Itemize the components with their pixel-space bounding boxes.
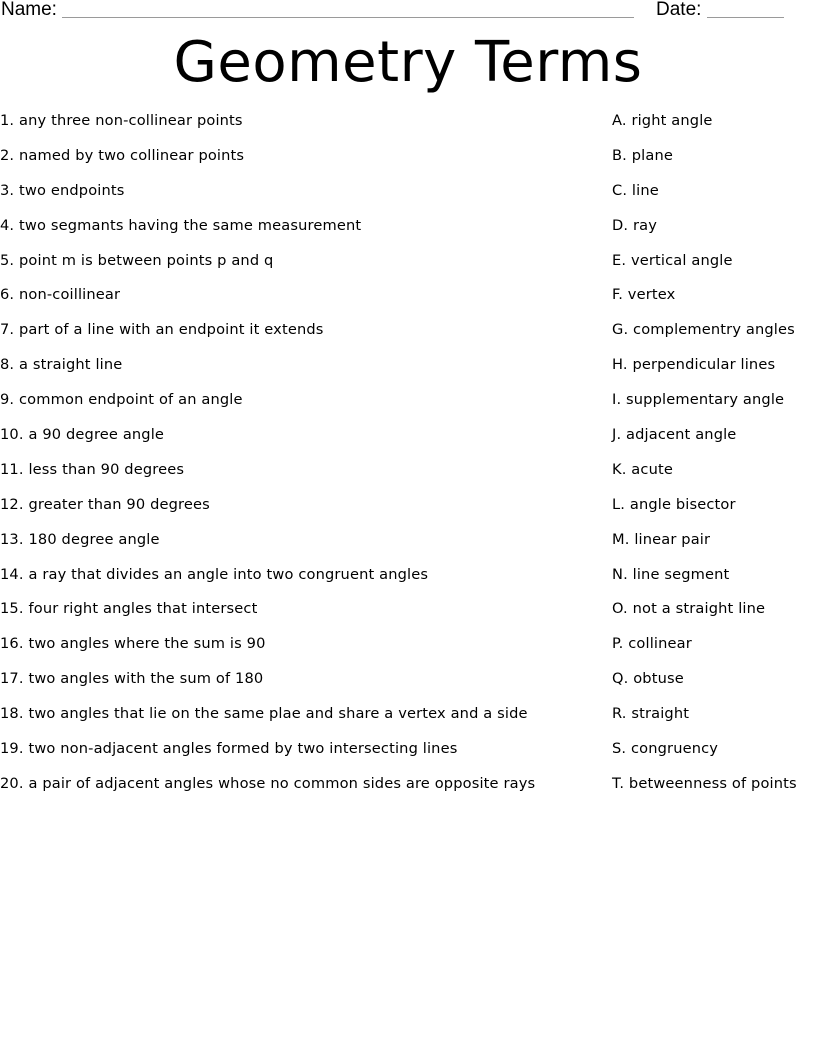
answer-item: J. adjacent angle	[612, 426, 737, 444]
answer-item: R. straight	[612, 705, 690, 723]
answer-item: F. vertex	[612, 286, 676, 304]
clue-item: 20. a pair of adjacent angles whose no common sides are opposite rays	[0, 774, 536, 792]
clue-item: 15. four right angles that intersect	[0, 600, 258, 618]
clue-item: 13. 180 degree angle	[0, 530, 160, 548]
answer-item: L. angle bisector	[612, 495, 736, 513]
answer-item: A. right angle	[612, 112, 713, 129]
date-label: Date:	[656, 0, 702, 20]
clue-item: 14. a ray that divides an angle into two congruent angles	[0, 565, 429, 583]
answer-item: S. congruency	[612, 740, 719, 758]
answer-item: T. betweenness of points	[612, 774, 797, 792]
clue-item: 19. two non-adjacent angles formed by two intersecting lines	[0, 740, 458, 758]
clue-item: 9. common endpoint of an angle	[0, 391, 243, 409]
answer-item: P. collinear	[612, 635, 692, 653]
clue-item: 11. less than 90 degrees	[0, 460, 185, 478]
answer-item: C. line	[612, 181, 659, 199]
answer-item: G. complementry angles	[612, 321, 795, 339]
clue-item: 3. two endpoints	[0, 181, 125, 199]
worksheet-header	[0, 0, 816, 22]
clue-item: 1. any three non-collinear points	[0, 112, 243, 129]
name-label: Name:	[1, 0, 57, 20]
page-title: Geometry Terms	[173, 30, 643, 95]
answer-item: D. ray	[612, 216, 657, 234]
name-blank-line	[62, 17, 634, 18]
answer-item: E. vertical angle	[612, 251, 733, 269]
answer-item: K. acute	[612, 460, 673, 478]
clue-item: 4. two segmants having the same measurement	[0, 216, 362, 234]
clue-item: 7. part of a line with an endpoint it extends	[0, 321, 324, 339]
clue-list	[0, 111, 600, 809]
answer-item: B. plane	[612, 146, 673, 164]
answer-item: O. not a straight line	[612, 600, 766, 618]
answer-item: N. line segment	[612, 565, 730, 583]
answer-item: Q. obtuse	[612, 670, 684, 688]
clue-item: 5. point m is between points p and q	[0, 251, 274, 269]
clue-item: 2. named by two collinear points	[0, 146, 245, 164]
clue-item: 18. two angles that lie on the same plae and share a vertex and a side	[0, 705, 528, 723]
clue-item: 16. two angles where the sum is 90	[0, 635, 266, 653]
clue-item: 8. a straight line	[0, 356, 123, 374]
date-blank-line	[707, 17, 784, 18]
answer-item: I. supplementary angle	[612, 391, 785, 409]
answer-list	[612, 111, 816, 809]
answer-item: M. linear pair	[612, 530, 711, 548]
clue-item: 6. non-coillinear	[0, 286, 121, 304]
clue-item: 17. two angles with the sum of 180	[0, 670, 264, 688]
clue-item: 10. a 90 degree angle	[0, 426, 165, 444]
clue-item: 12. greater than 90 degrees	[0, 495, 210, 513]
answer-item: H. perpendicular lines	[612, 356, 776, 374]
